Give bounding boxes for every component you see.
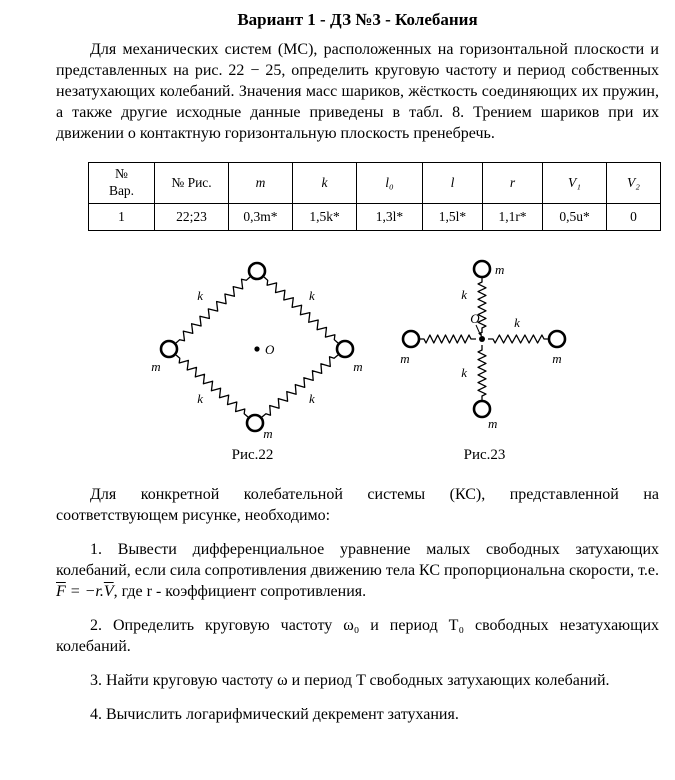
table-header-cell: V₂ [607,163,661,204]
table-header-cell: m [229,163,293,204]
table-data-cell: 22;23 [155,204,229,231]
mass-ball-top [249,263,265,279]
figure-23-caption: Рис.23 [463,447,506,463]
table-header-text: № Вар. [108,166,135,198]
mass-ball-top [474,261,490,277]
table-header-cell [89,163,155,204]
mass-label: m [551,351,562,366]
figure-23-diagram [397,255,573,445]
table-header-cell: № Рис. [155,163,229,204]
spring [488,335,549,343]
spring [419,335,476,343]
spring [176,355,248,417]
table-data-cell: 0 [607,204,661,231]
table-row [89,204,661,231]
center-o-label: O [469,311,480,326]
formula-f-vector: $\overline{F}$ [56,583,66,600]
spring-label: k [196,391,203,406]
mass-label: m [150,359,161,374]
force-formula [56,583,114,600]
homework-table [88,162,661,231]
task-item-3: 3. Найти круговую частоту ω и период T свободных затухающих колебаний. [90,672,610,689]
mass-ball-left [403,331,419,347]
spring-label: k [513,315,520,330]
mass-ball-right [549,331,565,347]
center-point [254,346,259,351]
tasks-intro-paragraph: Для конкретной колебательной системы (КС), представленной на соответствующем рисунке, необходимо: [56,486,659,524]
spring [264,277,338,343]
mass-label: m [494,262,504,277]
table-header-cell: V₁ [543,163,607,204]
center-pointer-arrow [476,325,480,334]
spring-label: k [308,391,315,406]
task-item-2: 2. Определить круговую частоту ω₀ и период T₀ свободных незатухающих колебаний. [56,617,659,655]
mass-label: m [262,426,273,441]
table-data-cell: 0,3m* [229,204,293,231]
table-header-row [89,163,661,204]
mass-ball-bottom [474,401,490,417]
task-item-1-tail: , где r - коэффициент сопротивления. [113,583,367,600]
task-item-1-text: 1. Вывести дифференциальное уравнение малых свободных затухающих колебаний, если сила сопротивления движению тела КС пропорциональна скорости, т.е. [56,541,659,579]
formula-middle: = −r. [65,583,104,600]
spring [478,345,486,401]
spring-label: k [196,288,203,303]
intro-paragraph: Для механических систем (МС), расположенных на горизонтальной плоскости и представленных на рис. 22 − 25, определить круговую частоту и период собственных незатухающих колебаний. Значения масс шариков, жёсткость соединяющих их пружин, а также другие исходные данные приведены в табл. 8. Трением шариков при их движении о контактную горизонтальную плоскость пренебречь. [56,41,659,142]
table-data-cell: 1,3l* [357,204,423,231]
table-data-cell: 0,5u* [543,204,607,231]
formula-v-vector: $\overline{V}$ [103,583,114,600]
task-item-1 [56,539,659,602]
figure-23-block [397,255,573,464]
spring [262,355,338,417]
spring-label: k [308,288,315,303]
task-item-4: 4. Вычислить логарифмический декремент затухания. [90,706,459,723]
page-title: Вариант 1 - ДЗ №3 - Колебания [237,10,478,29]
center-o-label: O [264,342,274,357]
mass-ball-left [161,341,177,357]
center-pointer-arrowhead [478,332,482,337]
spring-label: k [460,287,467,302]
spring [176,277,250,343]
table-data-cell: 1 [89,204,155,231]
mass-ball-bottom [247,415,263,431]
mass-label: m [487,416,497,431]
figures-row [56,255,659,464]
mass-label: m [399,351,410,366]
spring-label: k [460,365,467,380]
table-header-cell: r [483,163,543,204]
table-data-cell: 1,1r* [483,204,543,231]
figure-22-block [143,255,363,464]
table-header-cell: l [423,163,483,204]
figure-22-caption: Рис.22 [231,447,274,463]
figure-22-diagram [143,255,363,445]
table-data-cell: 1,5k* [293,204,357,231]
mass-label: m [352,359,363,374]
table-data-cell: 1,5l* [423,204,483,231]
mass-ball-right [337,341,353,357]
table-header-cell: l₀ [357,163,423,204]
table-header-cell: k [293,163,357,204]
center-point [479,336,485,342]
